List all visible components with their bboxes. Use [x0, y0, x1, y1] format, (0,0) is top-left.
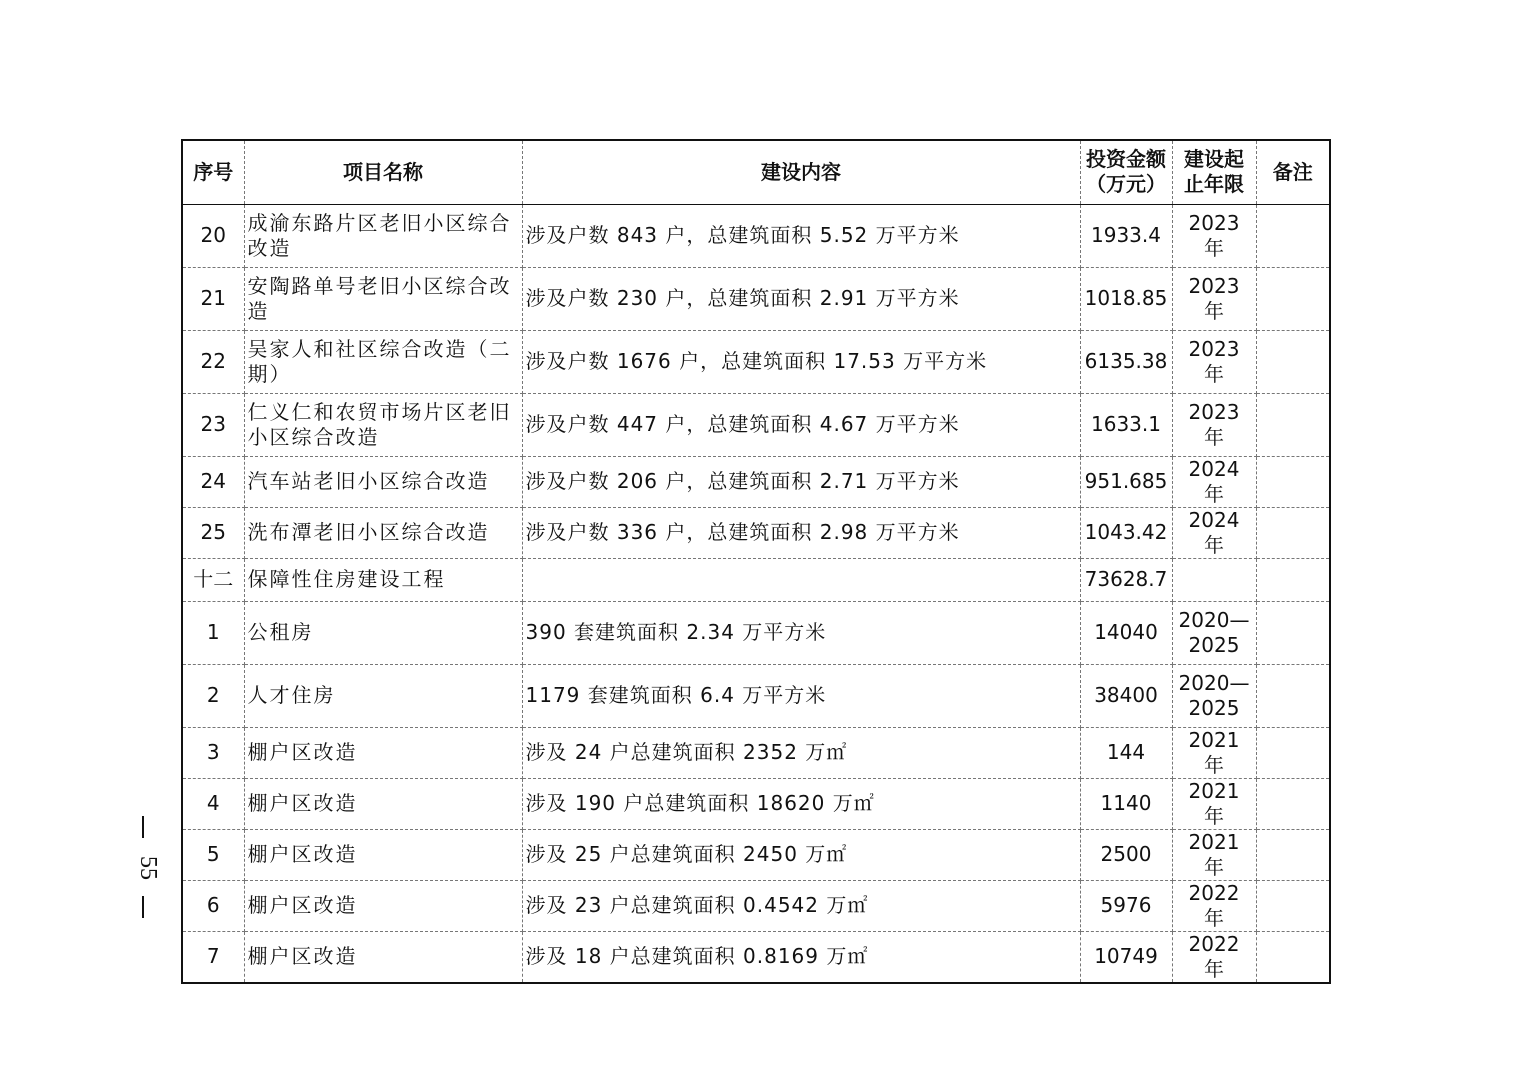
cell-remark [1256, 727, 1330, 778]
cell-name: 人才住房 [244, 664, 522, 727]
cell-content: 390 套建筑面积 2.34 万平方米 [522, 601, 1080, 664]
cell-invest: 1043.42 [1080, 507, 1172, 558]
cell-invest: 10749 [1080, 931, 1172, 983]
cell-seq: 7 [182, 931, 244, 983]
cell-seq: 25 [182, 507, 244, 558]
cell-content: 涉及户数 843 户，总建筑面积 5.52 万平方米 [522, 204, 1080, 267]
cell-invest: 144 [1080, 727, 1172, 778]
cell-seq: 1 [182, 601, 244, 664]
cell-seq: 4 [182, 778, 244, 829]
cell-seq: 6 [182, 880, 244, 931]
cell-name: 棚户区改造 [244, 880, 522, 931]
header-invest-line2: （万元） [1086, 172, 1166, 197]
cell-invest: 6135.38 [1080, 330, 1172, 393]
cell-seq: 22 [182, 330, 244, 393]
table-header-row [182, 140, 1330, 204]
cell-period: 2023 年 [1172, 330, 1256, 393]
cell-content: 涉及户数 206 户，总建筑面积 2.71 万平方米 [522, 456, 1080, 507]
cell-remark [1256, 558, 1330, 601]
cell-period: 2024 年 [1172, 507, 1256, 558]
cell-invest: 1018.85 [1080, 267, 1172, 330]
cell-invest: 38400 [1080, 664, 1172, 727]
cell-remark [1256, 204, 1330, 267]
cell-remark [1256, 456, 1330, 507]
header-period-line1: 建设起 [1184, 147, 1244, 172]
header-invest [1080, 140, 1172, 204]
cell-remark [1256, 778, 1330, 829]
cell-period: 2021 年 [1172, 778, 1256, 829]
header-seq: 序号 [182, 140, 244, 204]
cell-period [1172, 558, 1256, 601]
cell-seq: 20 [182, 204, 244, 267]
cell-period: 2022 年 [1172, 931, 1256, 983]
cell-period: 2023 年 [1172, 204, 1256, 267]
page-number-dash-top [142, 816, 144, 838]
cell-name: 吴家人和社区综合改造（二期） [244, 330, 522, 393]
cell-invest: 1933.4 [1080, 204, 1172, 267]
table-row [182, 829, 1330, 880]
cell-name: 洗布潭老旧小区综合改造 [244, 507, 522, 558]
page-number [128, 812, 161, 922]
header-name: 项目名称 [244, 140, 522, 204]
cell-invest: 73628.7 [1080, 558, 1172, 601]
table-row [182, 778, 1330, 829]
cell-remark [1256, 880, 1330, 931]
cell-content: 涉及户数 447 户，总建筑面积 4.67 万平方米 [522, 393, 1080, 456]
table-row [182, 393, 1330, 456]
cell-remark [1256, 829, 1330, 880]
cell-period: 2022 年 [1172, 880, 1256, 931]
cell-name: 棚户区改造 [244, 778, 522, 829]
cell-invest: 1140 [1080, 778, 1172, 829]
cell-remark [1256, 507, 1330, 558]
table-row [182, 664, 1330, 727]
cell-period-line2: 2025 [1188, 695, 1240, 720]
table-row [182, 330, 1330, 393]
project-table [181, 139, 1331, 984]
cell-name: 仁义仁和农贸市场片区老旧小区综合改造 [244, 393, 522, 456]
cell-seq: 2 [182, 664, 244, 727]
cell-remark [1256, 330, 1330, 393]
cell-name: 棚户区改造 [244, 829, 522, 880]
page-number-text: 55 [135, 856, 161, 880]
cell-name: 安陶路单号老旧小区综合改造 [244, 267, 522, 330]
cell-content: 涉及户数 230 户，总建筑面积 2.91 万平方米 [522, 267, 1080, 330]
header-invest-line1: 投资金额 [1086, 147, 1166, 172]
cell-seq: 5 [182, 829, 244, 880]
cell-seq: 24 [182, 456, 244, 507]
cell-period: 2023 年 [1172, 393, 1256, 456]
cell-period-line1: 2020— [1178, 607, 1250, 632]
table-row [182, 727, 1330, 778]
cell-content: 涉及 24 户总建筑面积 2352 万㎡ [522, 727, 1080, 778]
cell-remark [1256, 931, 1330, 983]
table-row [182, 267, 1330, 330]
cell-content: 涉及 190 户总建筑面积 18620 万㎡ [522, 778, 1080, 829]
cell-invest: 1633.1 [1080, 393, 1172, 456]
cell-remark [1256, 393, 1330, 456]
cell-period: 2023 年 [1172, 267, 1256, 330]
cell-period-line2: 2025 [1188, 632, 1240, 657]
cell-period-line1: 2020— [1178, 670, 1250, 695]
header-content: 建设内容 [522, 140, 1080, 204]
table-row [182, 880, 1330, 931]
table-row [182, 931, 1330, 983]
header-period [1172, 140, 1256, 204]
cell-content: 1179 套建筑面积 6.4 万平方米 [522, 664, 1080, 727]
table-row [182, 456, 1330, 507]
cell-invest: 2500 [1080, 829, 1172, 880]
cell-period [1172, 664, 1256, 727]
cell-name: 汽车站老旧小区综合改造 [244, 456, 522, 507]
cell-remark [1256, 267, 1330, 330]
cell-name: 成渝东路片区老旧小区综合改造 [244, 204, 522, 267]
page-number-dash-bottom [142, 896, 144, 918]
cell-name: 保障性住房建设工程 [244, 558, 522, 601]
cell-content: 涉及 23 户总建筑面积 0.4542 万㎡ [522, 880, 1080, 931]
cell-remark [1256, 601, 1330, 664]
cell-invest: 14040 [1080, 601, 1172, 664]
cell-content: 涉及 25 户总建筑面积 2450 万㎡ [522, 829, 1080, 880]
cell-content: 涉及户数 336 户，总建筑面积 2.98 万平方米 [522, 507, 1080, 558]
table-row [182, 204, 1330, 267]
cell-seq: 21 [182, 267, 244, 330]
cell-invest: 5976 [1080, 880, 1172, 931]
cell-period: 2021 年 [1172, 829, 1256, 880]
header-remark: 备注 [1256, 140, 1330, 204]
cell-period: 2024 年 [1172, 456, 1256, 507]
cell-name: 棚户区改造 [244, 727, 522, 778]
cell-seq: 23 [182, 393, 244, 456]
cell-remark [1256, 664, 1330, 727]
cell-period: 2021 年 [1172, 727, 1256, 778]
cell-invest: 951.685 [1080, 456, 1172, 507]
cell-name: 棚户区改造 [244, 931, 522, 983]
cell-content [522, 558, 1080, 601]
cell-content: 涉及 18 户总建筑面积 0.8169 万㎡ [522, 931, 1080, 983]
cell-name: 公租房 [244, 601, 522, 664]
cell-period [1172, 601, 1256, 664]
cell-seq: 3 [182, 727, 244, 778]
cell-seq: 十二 [182, 558, 244, 601]
cell-content: 涉及户数 1676 户，总建筑面积 17.53 万平方米 [522, 330, 1080, 393]
table-row [182, 601, 1330, 664]
table-row-section [182, 558, 1330, 601]
table-row [182, 507, 1330, 558]
header-period-line2: 止年限 [1184, 172, 1244, 197]
